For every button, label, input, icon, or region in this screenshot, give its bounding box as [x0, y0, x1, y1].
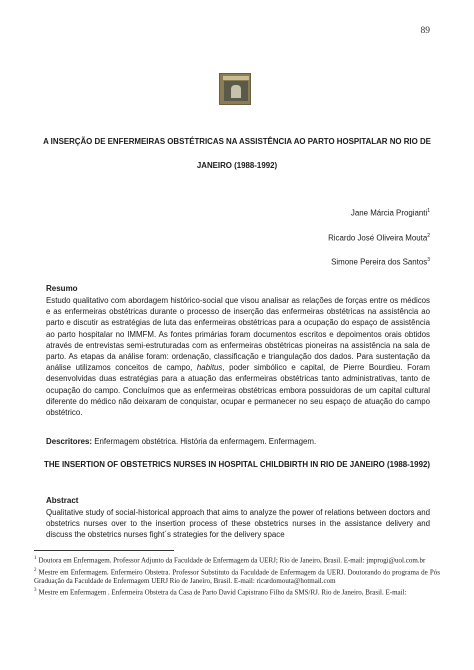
footnote-mark: 2 — [34, 567, 37, 573]
resumo-text-part-1: Estudo qualitativo com abordagem histórico-social que visou analisar as relações de forças entre os médicos e as enfermeiras obstétricas durante o processo de inserção das enfermeiras obstétricas na assistência ao parto e discutir as estratégias de luta das enfermeiras obstétricas para a ocupação do espaço de assistência ao parto hospitalar no IMMFM. As fontes primárias foram documentos escritos e depoimentos orais obtidos através de entrevistas semi-estruturadas com as enfermeiras obstétricas pioneiras na assistência na sala de parto. As etapas da análise foram: ordenação, classificação e triangulação dos dados. Para sustentação da análise utilizamos conceitos de campo, — [46, 296, 430, 373]
footnote-mark: 1 — [34, 556, 37, 561]
article-title-english: THE INSERTION OF OBSTETRICS NURSES IN HOSPITAL CHILDBIRTH IN RIO DE JANEIRO (1988-1992) — [44, 460, 430, 469]
footnote-ref[interactable]: 1 — [427, 208, 430, 214]
author-name: Simone Pereira dos Santos — [331, 257, 428, 267]
author-1 — [328, 200, 430, 225]
resumo-italic-term: habitus — [196, 363, 223, 373]
footnote-1 — [34, 555, 440, 565]
descritores — [46, 436, 430, 447]
footnotes — [34, 555, 440, 599]
footnote-2 — [34, 567, 440, 586]
footnote-ref[interactable]: 2 — [427, 232, 430, 239]
footnote-text: Mestre em Enfermagem . Enfermeira Obstetra da Casa de Parto David Capistrano Filho da SMS/RJ. Rio de Janeiro, Brasil. E-mail: — [38, 588, 407, 597]
footnote-text: Mestre em Enfermagem. Enfermeiro Obstetra. Professor Substituto da Faculdade de Enfermagem da UERJ. Doutorando do programa de Pós Graduação da Faculdade de Enfermagem UERJ Rio de Janeiro, Brasil. E-mail: ricardomouta@hotmail.com — [34, 568, 440, 585]
footnote-text: Doutora em Enfermagem. Professor Adjunto da Faculdade de Enfermagem da UERJ; Rio de Janeiro, Brasil. E-mail: jmprogi@uol.com.br — [38, 556, 426, 565]
page-number: 89 — [420, 26, 430, 36]
descritores-text: Enfermagem obstétrica. História da enfermagem. Enfermagem. — [92, 437, 317, 446]
author-3 — [328, 249, 430, 274]
footnote-mark: 3 — [34, 588, 37, 594]
resumo-text-part-2: , poder simbólico e capital, de Pierre Bourdieu. Foram desenvolvidas duas estratégias para a atuação das enfermeiras obstétricas tanto administrativas, tanto de ocupação do campo. Concluímos que as enfermeiras obstétricas embora possuidoras de um capital cultural diferente do médico não deixaram de conquistar, ocupar e permanecer no seu espaço de atuação do campo obstétrico. — [46, 363, 430, 418]
abstract-heading: Abstract — [46, 496, 79, 505]
author-2 — [328, 225, 430, 250]
author-list — [328, 200, 430, 274]
abstract-body: Qualitative study of social-historical approach that aims to analyze the power of relations between doctors and obstetrics nurses over to the insertion process of these obstetrics nurses in the assistance delivery and discuss the obstetrics nurses fight´s strategies for the delivery space — [46, 508, 430, 540]
author-name: Ricardo José Oliveira Mouta — [328, 233, 428, 243]
journal-logo — [219, 73, 251, 105]
author-name: Jane Márcia Progianti — [350, 208, 428, 218]
resumo-body — [46, 295, 430, 418]
logo-figure — [231, 85, 241, 98]
descritores-label: Descritores: — [46, 437, 93, 446]
footnote-3 — [34, 587, 440, 597]
footnote-ref[interactable]: 3 — [427, 257, 430, 264]
article-title-portuguese: A INSERÇÃO DE ENFERMEIRAS OBSTÉTRICAS NA ASSISTÊNCIA AO PARTO HOSPITALAR NO RIO DE JANEIRO (1988-1992) — [43, 137, 431, 170]
resumo-heading: Resumo — [46, 284, 78, 293]
footnote-divider — [34, 550, 174, 551]
logo-banner — [223, 76, 249, 80]
